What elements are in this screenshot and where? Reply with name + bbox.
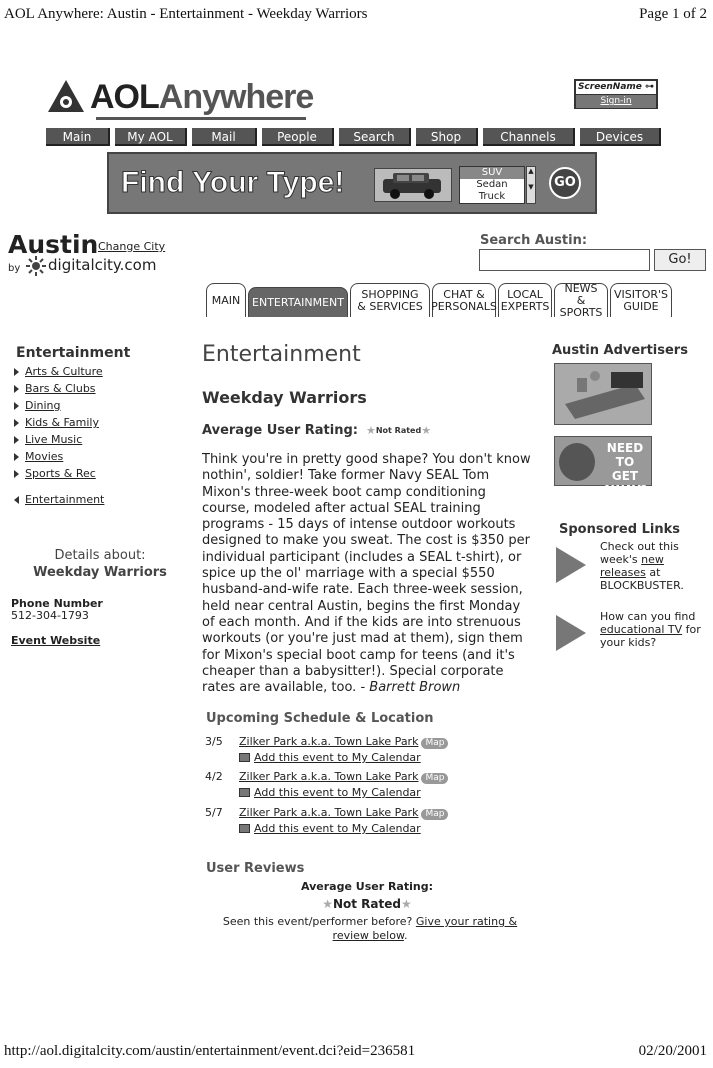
change-city-link[interactable]: Change City [98, 240, 166, 253]
search-input[interactable] [479, 249, 650, 271]
search-label: Search Austin: [480, 233, 588, 248]
tab-visitors-guide[interactable]: VISITOR'S GUIDE [610, 283, 672, 317]
seen-text: Seen this event/performer before? [222, 915, 413, 928]
suv-image [374, 168, 452, 202]
logo-aol-text: AOL [90, 78, 159, 116]
sponsored-link-1 [600, 540, 708, 592]
nav-people[interactable]: People [262, 128, 334, 146]
arrow-right-icon [14, 470, 19, 478]
details-about-label: Details about: [54, 548, 146, 563]
location-link[interactable]: Zilker Park a.k.a. Town Lake Park [239, 735, 419, 748]
section-tabs [206, 283, 674, 317]
arrow-right-icon [14, 453, 19, 461]
type-option-truck[interactable]: Truck [478, 191, 506, 202]
logo-anywhere-text: Anywhere [158, 78, 314, 116]
sponsored-link-2 [600, 610, 708, 649]
author-name: Barrett Brown [369, 680, 461, 696]
schedule-date: 3/5 [205, 735, 223, 748]
nav-devices[interactable]: Devices [580, 128, 661, 146]
sidebar-item-live-music[interactable]: Live Music [12, 431, 103, 448]
sidebar-heading: Entertainment [16, 345, 131, 361]
rating-value: Not Rated [375, 426, 422, 435]
schedule-date: 4/2 [205, 770, 223, 783]
aol-anywhere-logo[interactable] [90, 78, 313, 117]
give-rating-prompt [215, 915, 525, 943]
tab-chat-personals[interactable]: CHAT & PERSONALS [432, 283, 496, 317]
advertiser-ad-1[interactable] [554, 363, 652, 425]
type-option-suv[interactable]: SUV [460, 167, 524, 179]
map-button[interactable]: Map [421, 738, 448, 749]
add-to-calendar-link[interactable]: Add this event to My Calendar [254, 822, 421, 835]
nav-search[interactable]: Search [339, 128, 411, 146]
event-description [202, 452, 532, 696]
schedule-row [205, 770, 448, 799]
nav-main[interactable]: Main [46, 128, 110, 146]
reviews-rating-value: Not Rated [332, 897, 401, 911]
location-link[interactable]: Zilker Park a.k.a. Town Lake Park [239, 770, 419, 783]
map-button[interactable]: Map [421, 773, 448, 784]
banner-go-button[interactable]: GO [549, 167, 581, 199]
reviews-heading: User Reviews [206, 861, 305, 876]
link2-pre: How can you find [600, 610, 696, 623]
sidebar-back-entertainment[interactable]: Entertainment [12, 493, 104, 506]
ad-face-image [559, 443, 595, 481]
screenname-box[interactable] [574, 79, 658, 109]
sidebar-list [12, 363, 103, 482]
schedule-heading: Upcoming Schedule & Location [206, 711, 434, 726]
aol-nav-bar [46, 128, 661, 146]
arrow-right-icon [14, 436, 19, 444]
add-to-calendar-link[interactable]: Add this event to My Calendar [254, 786, 421, 799]
calendar-icon [239, 788, 250, 797]
advertisers-heading: Austin Advertisers [552, 343, 688, 358]
arrow-right-icon [14, 402, 19, 410]
digitalcity-brand[interactable]: digitalcity.com [48, 256, 157, 274]
arrow-right-icon [14, 368, 19, 376]
sponsored-heading: Sponsored Links [559, 522, 680, 537]
signin-link[interactable]: Sign-in [576, 95, 656, 108]
arrow-right-icon [14, 385, 19, 393]
star-icon: ★ [401, 897, 412, 911]
tab-shopping-services[interactable]: SHOPPING & SERVICES [350, 283, 430, 317]
schedule-date: 5/7 [205, 806, 223, 819]
reviews-rating [202, 897, 532, 911]
calendar-icon [239, 824, 250, 833]
phone-number: 512-304-1793 [11, 609, 89, 622]
map-button[interactable]: Map [421, 809, 448, 820]
nav-channels[interactable]: Channels [483, 128, 575, 146]
search-go-button[interactable]: Go! [654, 249, 706, 271]
schedule-row [205, 735, 448, 764]
print-header-page: Page 1 of 2 [639, 6, 707, 22]
sidebar-item-bars-clubs[interactable]: Bars & Clubs [12, 380, 103, 397]
period: . [403, 929, 408, 942]
sidebar-item-arts-culture[interactable]: Arts & Culture [12, 363, 103, 380]
link1-pre: Check out this week's [600, 540, 679, 566]
rating-label: Average User Rating: [202, 423, 358, 438]
print-footer-url: http://aol.digitalcity.com/austin/entertainment/event.dci?eid=236581 [4, 1043, 416, 1059]
sidebar-item-kids-family[interactable]: Kids & Family [12, 414, 103, 431]
nav-mail[interactable]: Mail [192, 128, 257, 146]
ad2-text: NEED TO GET AWAY? [602, 441, 648, 497]
star-icon: ★ [365, 424, 376, 437]
key-icon: ⊶ [645, 82, 655, 92]
reviews-rating-label: Average User Rating: [301, 880, 433, 893]
digitalcity-sun-icon [26, 256, 46, 276]
nav-my-aol[interactable]: My AOL [115, 128, 187, 146]
description-text: Think you're in pretty good shape? You don't know nothin', soldier! Take former Navy SEAL Tom Mixon's three-week boot camp conditioning course, modeled after actual SEAL training programs - 15 days of intense outdoor workouts designed to make you sweat. The cost is $350 per individual participant (includes a SEAL t-shirt), or spice up the ol' marriage with a special $550 husband-and-wife rate. Each three-week session, held near central Austin, begins the first Monday of each month. And if the kids are into strenuous workouts (or you're just mad at them), sign them for Mixon's special boot camp for teens (and it's cheaper than a babysitter!). Special corporate rates are available, too. - [202, 452, 531, 696]
arrow-left-icon [14, 496, 19, 504]
details-event-name: Weekday Warriors [33, 565, 167, 580]
banner-headline: Find Your Type! [121, 166, 345, 199]
new-releases-link[interactable]: new releases [600, 553, 664, 579]
arrow-icon [556, 547, 586, 583]
sidebar-item-dining[interactable]: Dining [12, 397, 103, 414]
event-title: Weekday Warriors [202, 388, 367, 407]
sidebar-item-sports-rec[interactable]: Sports & Rec [12, 465, 103, 482]
section-heading: Entertainment [202, 342, 361, 367]
print-footer-date: 02/20/2001 [638, 1043, 707, 1059]
city-name: Austin [8, 230, 99, 259]
arrow-right-icon [14, 419, 19, 427]
aol-triangle-logo-icon[interactable] [46, 78, 86, 114]
advertiser-ad-2[interactable] [554, 436, 652, 497]
give-rating-link[interactable]: Give your rating & review below [332, 915, 518, 942]
link1-post: at BLOCKBUSTER. [600, 566, 684, 592]
vehicle-type-list[interactable] [459, 166, 525, 204]
by-label: by [8, 263, 21, 274]
educational-tv-link[interactable]: educational TV [600, 623, 683, 636]
phone-label: Phone Number [11, 597, 103, 610]
tab-main[interactable]: MAIN [206, 283, 246, 317]
type-list-scrollbar[interactable]: ▲ ▼ [526, 166, 536, 204]
tab-local-experts[interactable]: LOCAL EXPERTS [498, 283, 552, 317]
link2-post: for your kids? [600, 623, 701, 649]
tab-entertainment[interactable]: ENTERTAINMENT [248, 287, 348, 317]
find-your-type-banner[interactable] [107, 152, 597, 214]
star-icon: ★ [322, 897, 333, 911]
location-link[interactable]: Zilker Park a.k.a. Town Lake Park [239, 806, 419, 819]
average-rating [202, 423, 431, 438]
arrow-icon [556, 615, 586, 651]
event-website-link[interactable]: Event Website [11, 634, 101, 647]
logo-underline [96, 117, 306, 120]
print-header-title: AOL Anywhere: Austin - Entertainment - Weekday Warriors [4, 6, 368, 22]
screenname-label: ScreenName [577, 82, 642, 92]
calendar-icon [239, 753, 250, 762]
schedule-row [205, 806, 448, 835]
nav-shop[interactable]: Shop [416, 128, 478, 146]
add-to-calendar-link[interactable]: Add this event to My Calendar [254, 751, 421, 764]
tab-news-sports[interactable]: NEWS & SPORTS [554, 283, 608, 317]
star-icon: ★ [421, 424, 432, 437]
type-option-sedan[interactable]: Sedan [476, 179, 508, 190]
sidebar-item-movies[interactable]: Movies [12, 448, 103, 465]
